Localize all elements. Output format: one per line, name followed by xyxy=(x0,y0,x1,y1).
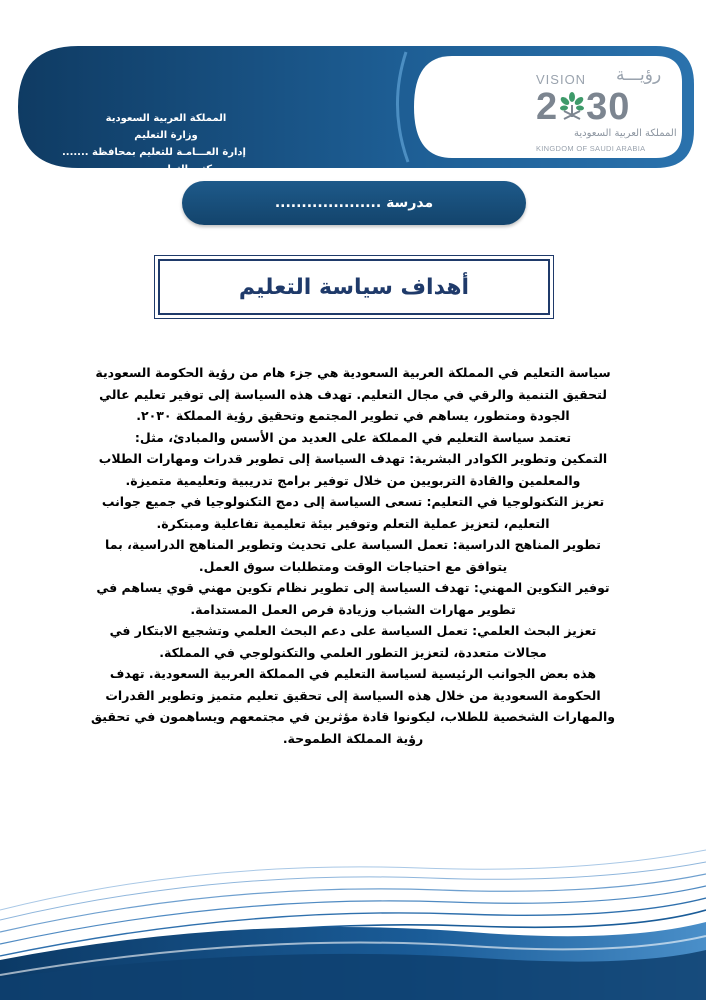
kingdom-arabic: المملكة العربية السعودية xyxy=(574,128,677,139)
paragraph-curricula: تطوير المناهج الدراسية: تعمل السياسة على تحديث وتطوير المناهج الدراسية، بما يتوافق مع احتياجات الوقت ومتطلبات سوق العمل. xyxy=(105,537,601,574)
header-line-office: مكتب التعليم .......... xyxy=(113,164,219,175)
vision-arabic: رؤيـــة xyxy=(616,65,662,85)
kingdom-english: KINGDOM OF SAUDI ARABIA xyxy=(536,144,646,153)
paragraph-research: تعزيز البحث العلمي: تعمل السياسة على دعم البحث العلمي وتشجيع الابتكار في مجالات متعددة، لتعزيز التطور العلمي والتكنولوجي في المملكة. xyxy=(109,623,597,660)
paragraph-vocational: توفير التكوين المهني: تهدف السياسة إلى تطوير نظام تكوين مهني قوي يساهم في تطوير مهارات الشباب وزيادة فرص العمل المستدامة. xyxy=(96,580,610,617)
bottom-waves-decoration xyxy=(0,840,706,1000)
ministry-header-text xyxy=(61,110,246,178)
paragraph-conclusion: هذه بعض الجوانب الرئيسية لسياسة التعليم في المملكة العربية السعودية. تهدف الحكومة السعودية من خلال هذه السياسة إلى تحقيق تعليم متميز وتطوير القدرات والمهارات الشخصية للطلاب، ليكونوا قادة مؤثرين في مجتمعهم ويساهمون في تحقيق رؤية المملكة الطموحة. xyxy=(91,666,615,746)
paragraph-technology: تعزيز التكنولوجيا في التعليم: تسعى السياسة إلى دمج التكنولوجيا في جميع جوانب التعليم، لتعزيز عملية التعلم وتوفير بيئة تعليمية تفاعلية ومبتكرة. xyxy=(101,494,605,531)
vision-2030-logo xyxy=(528,65,677,158)
header-line-directorate: إدارة العـــامـة للتعليم بمحافظة ....... xyxy=(61,147,246,158)
paragraph-intro: سياسة التعليم في المملكة العربية السعودية هي جزء هام من رؤية الحكومة السعودية لتحقيق التنمية والرقي في مجال التعليم. تهدف هذه السياسة إلى توفير تعليم عالي الجودة ومتطور، يساهم في تطوير المجتمع وتحقيق رؤية المملكة ٢٠٣٠. xyxy=(95,365,611,423)
vision-word: VISION xyxy=(536,72,587,87)
vision-year: 2 30 xyxy=(536,86,631,128)
school-name-pill: مدرسة .................... xyxy=(182,181,526,225)
body-text xyxy=(86,362,620,749)
header-line-ministry: وزارة التعليم xyxy=(134,130,198,141)
page-title: أهداف سياسة التعليم xyxy=(158,259,550,315)
palm-icon xyxy=(558,91,586,121)
title-frame xyxy=(154,255,554,319)
paragraph-empowerment: التمكين وتطوير الكوادر البشرية: تهدف السياسة إلى تطوير قدرات ومهارات الطلاب والمعلمين والقادة التربويين من خلال توفير برامج تدريبية وتعليمية متميزة. xyxy=(98,451,608,488)
paragraph-principles: تعتمد سياسة التعليم في المملكة على العديد من الأسس والمبادئ، مثل: xyxy=(134,429,572,445)
header-line-kingdom: المملكة العربية السعودية xyxy=(105,113,227,124)
